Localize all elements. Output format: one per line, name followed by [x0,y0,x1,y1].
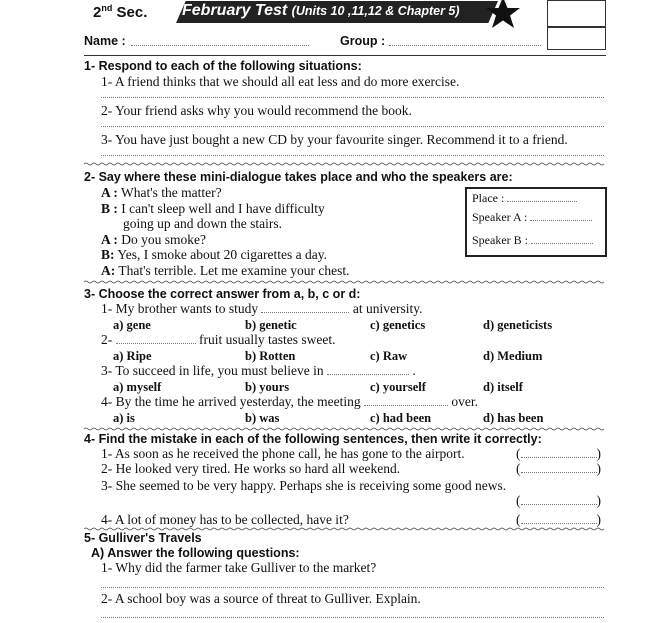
grade-suffix: Sec. [112,4,148,21]
option[interactable]: c) yourself [370,380,426,394]
speaker-a-field[interactable] [472,210,592,225]
option[interactable]: d) Medium [483,349,543,363]
answer-line[interactable] [101,126,604,127]
dialogue-line [101,232,206,248]
section5-heading: 5- Gulliver's Travels [84,531,202,545]
dialogue-line [101,247,327,263]
speaker-label: A : [101,232,118,247]
section-divider [84,280,606,284]
speaker-b-field[interactable] [472,233,593,248]
option[interactable]: c) Raw [370,349,408,363]
paren-open: ( [516,493,521,508]
stem-start: 3- To succeed in life, you must believe in [101,363,324,378]
place-field[interactable] [472,191,577,206]
stem-end: . [412,363,416,378]
section1-item-3: 3- You have just bought a new CD by your favourite singer. Recommend it to a friend. [101,132,568,147]
section-divider [84,162,606,166]
name-field[interactable] [131,44,309,46]
section4-heading: 4- Find the mistake in each of the following sentences, then write it correctly: [84,432,542,446]
answer-line[interactable] [101,97,604,98]
score-box-top [547,0,606,28]
paren-close: ) [596,493,601,508]
option[interactable]: d) geneticists [483,318,553,332]
option[interactable]: d) has been [483,411,544,425]
dialogue-text: That's terrible. Let me examine your chest. [115,263,350,278]
correction-field[interactable] [516,461,601,477]
option[interactable]: b) was [245,411,280,425]
correction-field[interactable] [516,446,601,462]
blank[interactable] [364,405,448,406]
section1-heading: 1- Respond to each of the following situations: [84,59,362,73]
section1-item-1: 1- A friend thinks that we should all eat less and do more exercise. [101,74,460,89]
grade-label [93,3,147,21]
option[interactable]: c) had been [370,411,432,425]
group-field[interactable] [389,44,541,46]
correction-field[interactable] [516,512,601,528]
stem-end: over. [451,394,479,409]
blank[interactable] [261,312,349,313]
grade-number: 2 [93,4,102,21]
dialogue-line [123,216,282,232]
name-label: Name : [84,34,126,48]
stem-start: 2- [101,332,113,347]
sentence-item: 4- A lot of money has to be collected, have it? [101,512,349,527]
test-title [182,2,460,20]
stem-start: 1- My brother wants to study [101,301,259,316]
place-label: Place : [472,191,505,205]
question-stem [101,394,478,410]
section5-subheading: A) Answer the following questions: [91,546,300,560]
group-label: Group : [340,34,386,48]
option[interactable]: b) Rotten [245,349,296,363]
speaker-a-label: Speaker A : [472,210,528,224]
answer-line[interactable] [101,587,604,588]
option[interactable]: b) genetic [245,318,297,332]
test-title-main: February Test [182,2,288,19]
paren-close: ) [596,512,601,527]
question-stem [101,363,416,379]
test-title-units: (Units 10 ,11,12 & Chapter 5) [291,4,460,18]
paren-close: ) [596,461,601,476]
dialogue-text: Do you smoke? [117,232,206,247]
speaker-label: A: [101,263,116,278]
dialogue-line [101,263,349,279]
speaker-label: B: [101,247,115,262]
answer-line[interactable] [101,617,604,618]
section2-heading: 2- Say where these mini-dialogue takes place and who the speakers are: [84,170,513,184]
sentence-item: 1- As soon as he received the phone call, he has gone to the airport. [101,446,465,461]
stem-start: 4- By the time he arrived yesterday, the meeting [101,394,361,409]
option[interactable]: a) is [113,411,135,425]
stem-end: fruit usually tastes sweet. [199,332,336,347]
option[interactable]: a) myself [113,380,162,394]
section3-heading: 3- Choose the correct answer from a, b, c or d: [84,287,361,301]
header-rule [84,55,606,56]
option[interactable]: a) Ripe [113,349,152,363]
paren-open: ( [516,512,521,527]
speaker-label: B : [101,201,118,216]
option[interactable]: a) gene [113,318,151,332]
dialogue-text: What's the matter? [117,185,222,200]
sentence-item: 3- She seemed to be very happy. Perhaps she is receiving some good news. [101,478,507,493]
blank[interactable] [327,374,409,375]
star-icon [484,0,522,30]
dialogue-line [101,201,325,217]
paren-close: ) [596,446,601,461]
dialogue-text: I can't sleep well and I have difficulty [117,201,325,216]
question-stem [101,332,335,348]
speaker-label: A : [101,185,118,200]
speaker-b-label: Speaker B : [472,233,528,247]
section1-item-2: 2- Your friend asks why you would recommend the book. [101,103,412,118]
option[interactable]: c) genetics [370,318,426,332]
paren-open: ( [516,461,521,476]
dialogue-text: going up and down the stairs. [123,216,282,231]
stem-end: at university. [352,301,423,316]
paren-open: ( [516,446,521,461]
score-box-bottom [547,26,606,50]
answer-line[interactable] [101,155,604,156]
option[interactable]: b) yours [245,380,290,394]
option[interactable]: d) itself [483,380,523,394]
question-item: 1- Why did the farmer take Gulliver to the market? [101,560,377,575]
question-item: 2- A school boy was a source of threat to Gulliver. Explain. [101,591,421,606]
correction-field[interactable] [516,493,601,509]
dialogue-line [101,185,222,201]
question-stem [101,301,422,317]
blank[interactable] [116,343,196,344]
section-divider [84,427,606,431]
dialogue-text: Yes, I smoke about 20 cigarettes a day. [114,247,327,262]
grade-sup: nd [101,3,113,13]
sentence-item: 2- He looked very tired. He works so hard all weekend. [101,461,401,476]
